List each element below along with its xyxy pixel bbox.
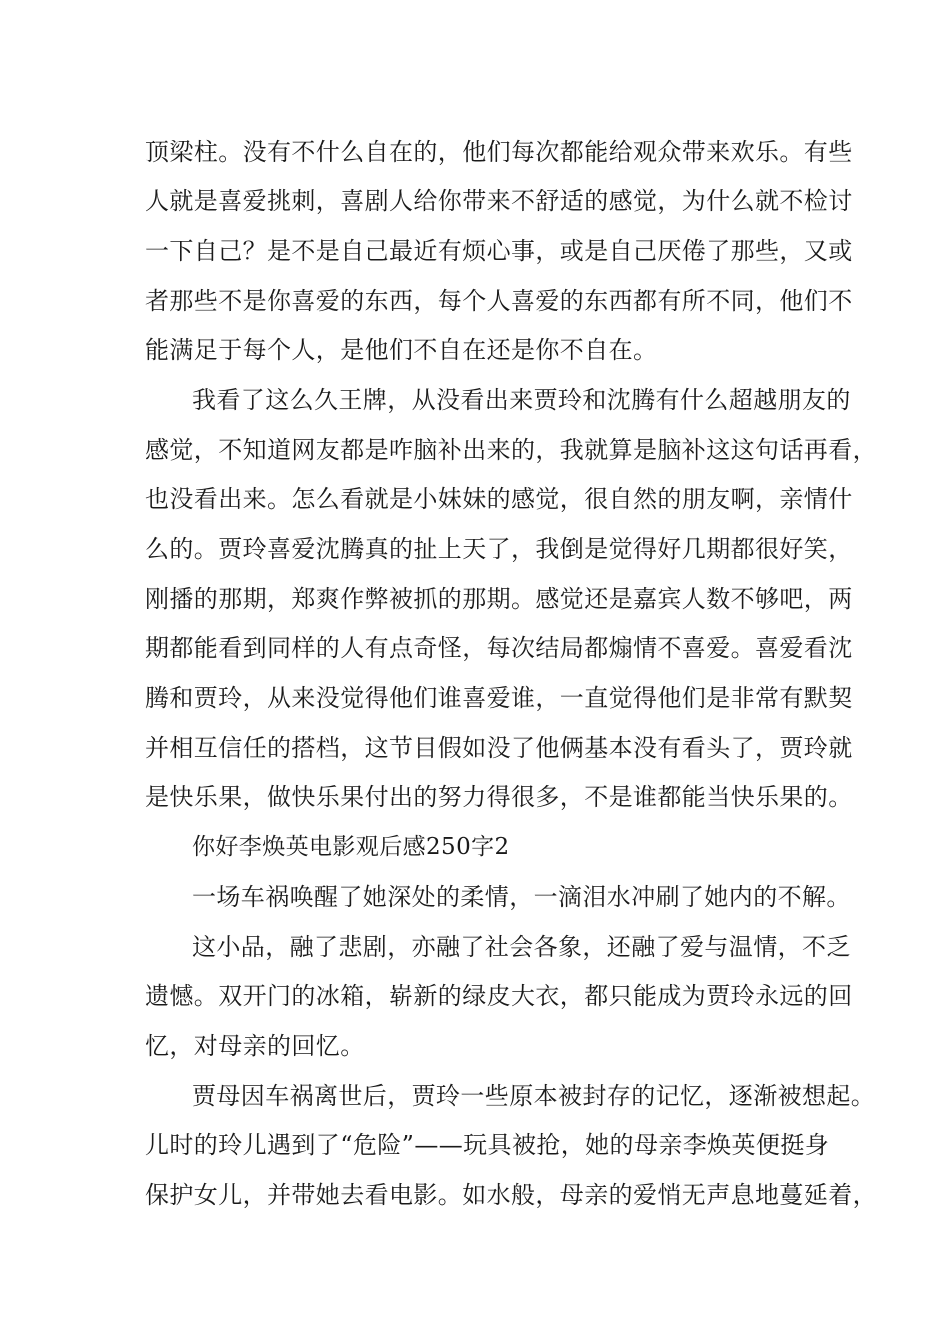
paragraph-start: 贾母因车祸离世后，贾玲一些原本被封存的记忆，逐渐被想起。 <box>192 1082 876 1110</box>
text-line: 者那些不是你喜爱的东西，每个人喜爱的东西都有所不同，他们不 <box>145 287 853 315</box>
paragraph-start: 这小品，融了悲剧，亦融了社会各象，还融了爱与温情，不乏 <box>192 933 851 961</box>
text-line: 能满足于每个人，是他们不自在还是你不自在。 <box>145 336 658 364</box>
text-line: 顶梁柱。没有不什么自在的，他们每次都能给观众带来欢乐。有些 <box>145 138 853 166</box>
text-line: 刚播的那期，郑爽作弊被抓的那期。感觉还是嘉宾人数不够吧，两 <box>145 585 853 613</box>
text-line: 忆，对母亲的回忆。 <box>145 1032 365 1060</box>
text-line: 是快乐果，做快乐果付出的努力得很多，不是谁都能当快乐果的。 <box>145 783 853 811</box>
text-line: 并相互信任的搭档，这节目假如没了他俩基本没有看头了，贾玲就 <box>145 734 853 762</box>
section-heading: 你好李焕英电影观后感250字2 <box>192 834 510 860</box>
text-line: 腾和贾玲，从来没觉得他们谁喜爱谁，一直觉得他们是非常有默契 <box>145 684 853 712</box>
text-line: 遗憾。双开门的冰箱，崭新的绿皮大衣，都只能成为贾玲永远的回 <box>145 982 853 1010</box>
text-line: 感觉，不知道网友都是咋脑补出来的，我就算是脑补这这句话再看， <box>145 436 877 464</box>
paragraph-start: 我看了这么久王牌，从没看出来贾玲和沈腾有什么超越朋友的 <box>192 386 851 414</box>
text-line: 期都能看到同样的人有点奇怪，每次结局都煽情不喜爱。喜爱看沈 <box>145 634 853 662</box>
text-line: 么的。贾玲喜爱沈腾真的扯上天了，我倒是觉得好几期都很好笑， <box>145 535 853 563</box>
text-line: 人就是喜爱挑刺，喜剧人给你带来不舒适的感觉，为什么就不检讨 <box>145 187 853 215</box>
paragraph-start: 一场车祸唤醒了她深处的柔情，一滴泪水冲刷了她内的不解。 <box>192 883 851 911</box>
text-line: 一下自己？是不是自己最近有烦心事，或是自己厌倦了那些，又或 <box>145 237 853 265</box>
text-line: 也没看出来。怎么看就是小妹妹的感觉，很自然的朋友啊，亲情什 <box>145 485 853 513</box>
text-line: 保护女儿，并带她去看电影。如水般，母亲的爱悄无声息地蔓延着， <box>145 1181 877 1209</box>
text-line: 儿时的玲儿遇到了“危险”——玩具被抢，她的母亲李焕英便挺身 <box>145 1131 830 1159</box>
